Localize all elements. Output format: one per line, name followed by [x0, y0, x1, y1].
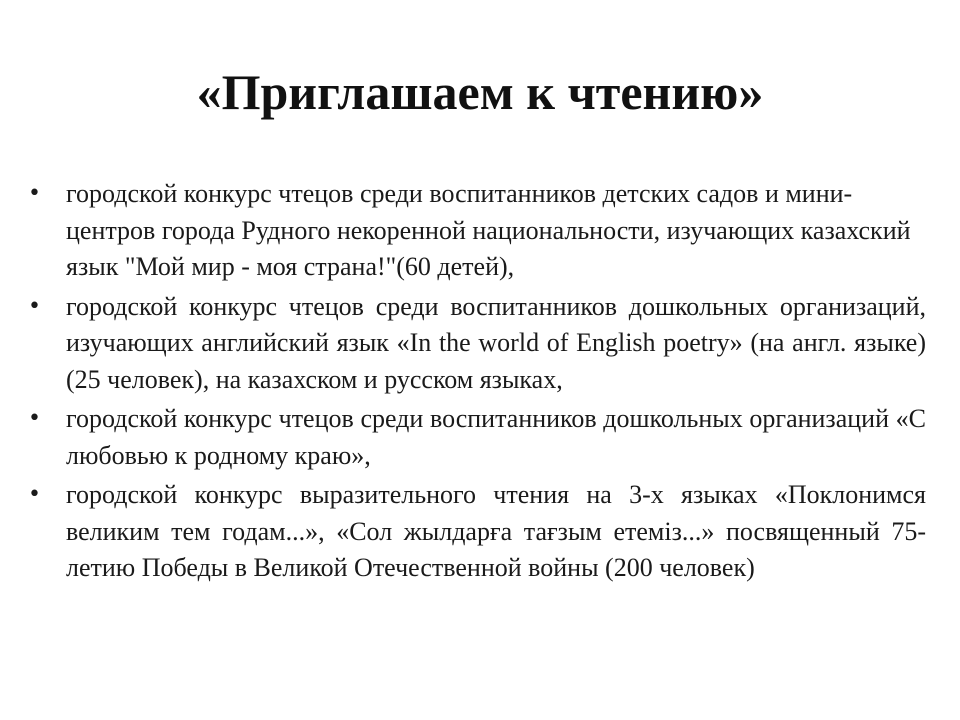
list-item: [28, 176, 926, 286]
list-item-text: городской конкурс чтецов среди воспитанников дошкольных организаций «С любовью к родному краю»,: [66, 404, 926, 470]
list-item: [28, 477, 926, 587]
list-item: [28, 401, 926, 474]
bullet-icon: •: [28, 293, 41, 319]
list-item-text: городской конкурс чтецов среди воспитанников дошкольных организаций, изучающих английский язык «In the world of English poetry» (на англ. языке) (25 человек), на казахском и русском языках,: [66, 291, 926, 394]
list-item-text: городской конкурс чтецов среди воспитанников детских садов и мини-центров города Рудного некоренной национальности, изучающих казахский язык "Мой мир - моя страна!"(60 детей),: [66, 179, 911, 281]
bullet-icon: •: [28, 181, 41, 206]
bullet-list: [28, 176, 926, 587]
bullet-icon: •: [28, 406, 41, 431]
list-item-text: городской конкурс выразительного чтения на 3-х языках «Поклонимся великим тем годам...», «Сол жылдарға тағзым етеміз...» посвященный 75-летию Победы в Великой Отечественной войны (200 человек): [66, 480, 926, 582]
bullet-icon: •: [28, 482, 41, 507]
slide-title: «Приглашаем к чтению»: [196, 64, 764, 120]
list-item: [28, 289, 926, 399]
